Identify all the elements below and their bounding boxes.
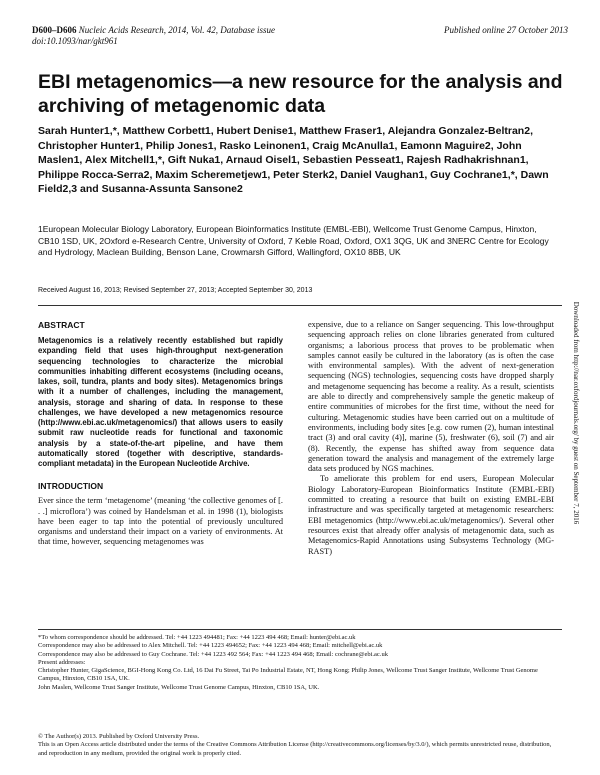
header-divider [38,305,562,306]
running-header [32,25,568,47]
download-side-note-text[interactable]: Downloaded from http://nar.oxfordjournals.org/ by guest on September 7, 2016 [572,301,580,525]
footnote-present-addresses-label: Present addresses: [38,658,86,666]
intro-paragraph-1-end: expensive, due to a reliance on Sanger sequencing. This low-throughput sequencing approach relies on clone libraries generated from cultured organisms; a laborious process that proves to be problematic when samples cannot easily be cultured in the laboratory (as is often the case with environmental samples). With the advent of next-generation sequencing (NGS) technologies, sequencing costs have dropped sharply and metagenome sequencing has become a reality. As a result, scientists are able to directly and comprehensively sample the genetic makeup of entire communities of microbes for the first time, without the need for culturing. Metagenomic studies have been carried out on a multitude of environments, including body sites [e.g. cow rumen (2), human intestinal tract (3) and oral cavity (4)], marine (5), freshwater (6), soil (7) and air (8). Recently, the expense has shifted away from sequence data generation toward the analysis and management of the extremely large data sets produced by NGS machines. [308,320,554,474]
intro-paragraph-2: To ameliorate this problem for end users, European Molecular Biology Laboratory-European Bioinformatics Institute (EMBL-EBI) committed to creating a resource that built on existing EMBL-EBI infrastructure and was specifically targeted at metagenomic researchers: EBI metagenomics (http://www.ebi.ac.uk/metagenomics/). Several other resources exist that already offer analysis of metagenomic data, such as Metagenomics-Rapid Annotations using Subsystems Technology (MG-RAST) [308,474,554,556]
download-side-note [566,245,578,585]
footnote-present-address-2: John Maslen, Wellcome Trust Sanger Institute, Wellcome Trust Genome Campus, Hinxton, CB10 1SA, UK. [38,683,320,691]
footnote-correspondence-2: Correspondence may also be addressed to Alex Mitchell. Tel: +44 1223 494652; Fax: +44 1223 494 468; Email: mitchell@ebi.ac.uk [38,642,383,650]
right-column [308,320,554,557]
footnote-correspondence-3: Correspondence may also be addressed to Guy Cochrane. Tel: +44 1223 492 564; Fax: +44 1223 494 468; Email: cochrane@ebi.ac.uk [38,650,388,658]
abstract-heading: ABSTRACT [38,320,85,330]
received-dates: Received August 16, 2013; Revised September 27, 2013; Accepted September 30, 2013 [38,287,313,294]
footnote-correspondence-1: *To whom correspondence should be addressed. Tel: +44 1223 494481; Fax: +44 1223 494 468; Email: hunter@ebi.ac.uk [38,634,356,641]
article-title: EBI metagenomics—a new resource for the analysis and archiving of metagenomic data [38,71,563,117]
affiliations: 1European Molecular Biology Laboratory, European Bioinformatics Institute (EMBL-EBI), Wellcome Trust Genome Campus, Hinxton, CB10 1SD, UK, 2Oxford e-Research Centre, University of Oxford, 7 Keble Road, Oxford, OX1 3QG, UK and 3NERC Centre for Ecology and Hydrology, Maclean Building, Benson Lane, Crowmarsh Gifford, Wallingford, OX10 8BB, UK [38,224,549,258]
header-doi[interactable]: doi:10.1093/nar/gkt961 [32,36,118,46]
header-published-date: Published online 27 October 2013 [444,25,568,35]
license-statement: This is an Open Access article distributed under the terms of the Creative Commons Attribution License (http://creativecommons.org/licenses/by/3.0/), which permits unrestricted reuse, distribution, and reproduction in any medium, provided the original work is properly cited. [38,741,552,757]
header-journal: Nucleic Acids Research, 2014, Vol. 42, Database issue [78,25,275,35]
author-list: Sarah Hunter1,*, Matthew Corbett1, Hubert Denise1, Matthew Fraser1, Alejandra Gonzalez-Beltran2, Christopher Hunter1, Philip Jones1, Rasko Leinonen1, Craig McAnulla1, Eamonn Maguire2, John Maslen1, Alex Mitchell1,*, Gift Nuka1, Arnaud Oisel1, Sebastien Pesseat1, Rajesh Radhakrishnan1, Philippe Rocca-Serra2, Maxim Scheremetjew1, Peter Sterk2, Daniel Vaughan1, Guy Cochrane1,*, Dawn Field2,3 and Susanna-Assunta Sansone2 [38,125,549,195]
header-pages: D600–D606 [32,25,77,35]
introduction-text-right [308,320,554,557]
footnote-present-address-1: Christopher Hunter, GigaScience, BGI-Hong Kong Co. Ltd, 16 Dai Fu Street, Tai Po Industrial Estate, NT, Hong Kong; Philip Jones, Wellcome Trust Sanger Institute, Wellcome Trust Genome Campus, Hinxton, CB10 1SA, UK. [38,667,538,683]
abstract-text: Metagenomics is a relatively recently established but rapidly expanding field that uses high-throughput next-generation sequencing technologies to characterize the microbial communities inhabiting different ecosystems (including oceans, lakes, soil, tundra, plants and body sites). Metagenomics brings with it a number of challenges, including the management, analysis, storage and sharing of data. In response to these challenges, we have developed a new metagenomics resource (http://www.ebi.ac.uk/metagenomics/) that allows users to easily submit raw nucleotide reads for functional and taxonomic analysis by a state-of-the-art pipeline, and have them automatically stored (together with descriptive, standards-compliant metadata) in the European Nucleotide Archive. [38,336,283,468]
introduction-heading: INTRODUCTION [38,481,104,492]
header-citation [32,25,275,47]
copyright-line: © The Author(s) 2013. Published by Oxford University Press. [38,733,200,740]
left-column [38,320,283,548]
copyright-notice [38,733,562,758]
intro-paragraph-1-start: Ever since the term ‘metagenome’ (meaning ‘the collective genomes of [. . .] microflora’) was coined by Handelsman et al. in 1998 (1), biologists have been eager to tap into the potential of previously uncultured organisms and understand their impact on a variety of environments. At that time, however, sequencing metagenomes was [38,496,283,547]
introduction-text-left [38,496,283,547]
footnote-divider [38,629,562,630]
footnotes [38,634,562,692]
